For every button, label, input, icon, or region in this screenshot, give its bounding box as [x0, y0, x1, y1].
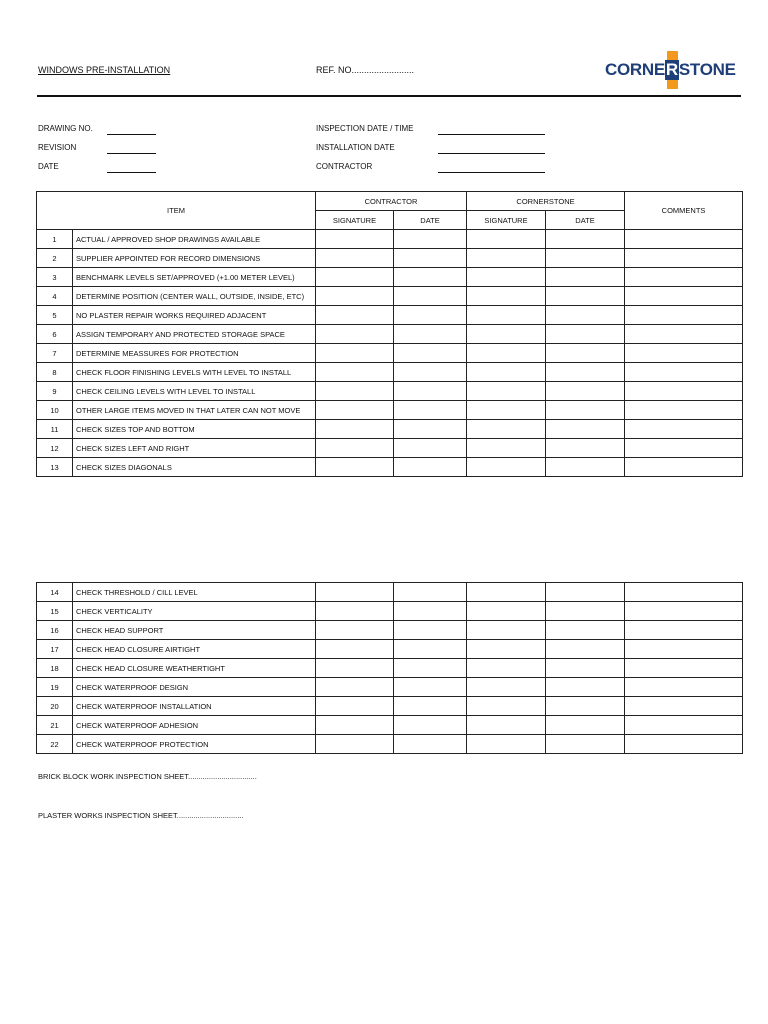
table-body-part2 — [37, 583, 743, 754]
header-divider — [37, 95, 741, 97]
table-row — [37, 735, 743, 754]
cornerstone-date-cell[interactable] — [546, 363, 625, 382]
contractor-date-cell[interactable] — [394, 382, 467, 401]
contractor-signature-cell[interactable] — [316, 420, 394, 439]
comments-cell[interactable] — [625, 697, 743, 716]
row-item: ACTUAL / APPROVED SHOP DRAWINGS AVAILABLE — [73, 230, 316, 249]
cornerstone-date-cell[interactable] — [546, 287, 625, 306]
cornerstone-signature-cell[interactable] — [467, 249, 546, 268]
cornerstone-date-cell[interactable] — [546, 678, 625, 697]
cornerstone-signature-cell[interactable] — [467, 363, 546, 382]
row-number: 14 — [37, 583, 73, 602]
contractor-date-cell[interactable] — [394, 325, 467, 344]
row-number: 1 — [37, 230, 73, 249]
table-row — [37, 363, 743, 382]
cornerstone-date-cell[interactable] — [546, 602, 625, 621]
contractor-date-cell[interactable] — [394, 659, 467, 678]
comments-cell[interactable] — [625, 439, 743, 458]
contractor-header: CONTRACTOR — [316, 192, 467, 211]
cornerstone-signature-cell[interactable] — [467, 401, 546, 420]
table-row — [37, 420, 743, 439]
comments-cell[interactable] — [625, 716, 743, 735]
comments-cell[interactable] — [625, 230, 743, 249]
row-item: CHECK THRESHOLD / CILL LEVEL — [73, 583, 316, 602]
item-header: ITEM — [37, 192, 316, 230]
contractor-signature-cell[interactable] — [316, 735, 394, 754]
contractor-date-cell[interactable] — [394, 420, 467, 439]
contractor-date-cell[interactable] — [394, 287, 467, 306]
cornerstone-date-cell[interactable] — [546, 583, 625, 602]
row-item: SUPPLIER APPOINTED FOR RECORD DIMENSIONS — [73, 249, 316, 268]
cornerstone-date-header: DATE — [546, 211, 625, 230]
logo-wordmark: CORNERSTONE — [605, 60, 736, 79]
cornerstone-signature-cell[interactable] — [467, 268, 546, 287]
table-row — [37, 602, 743, 621]
contractor-signature-cell[interactable] — [316, 583, 394, 602]
table-row — [37, 458, 743, 477]
row-number: 16 — [37, 621, 73, 640]
cornerstone-logo — [605, 51, 739, 89]
row-number: 2 — [37, 249, 73, 268]
cornerstone-date-cell[interactable] — [546, 697, 625, 716]
contractor-date-cell[interactable] — [394, 735, 467, 754]
contractor-date-cell[interactable] — [394, 249, 467, 268]
installation-date-field[interactable] — [438, 153, 545, 154]
contractor-signature-cell[interactable] — [316, 716, 394, 735]
inspection-table-part2 — [36, 582, 743, 754]
cornerstone-date-cell[interactable] — [546, 382, 625, 401]
table-row — [37, 659, 743, 678]
row-number: 8 — [37, 363, 73, 382]
cornerstone-signature-cell[interactable] — [467, 230, 546, 249]
contractor-signature-cell[interactable] — [316, 640, 394, 659]
row-number: 13 — [37, 458, 73, 477]
cornerstone-date-cell[interactable] — [546, 306, 625, 325]
row-number: 20 — [37, 697, 73, 716]
inspection-date-label: INSPECTION DATE / TIME — [316, 124, 414, 133]
cornerstone-signature-cell[interactable] — [467, 678, 546, 697]
contractor-date-cell[interactable] — [394, 697, 467, 716]
row-item: CHECK WATERPROOF PROTECTION — [73, 735, 316, 754]
comments-cell[interactable] — [625, 420, 743, 439]
brick-block-sheet-ref: BRICK BLOCK WORK INSPECTION SHEET................................. — [38, 772, 257, 781]
table-row — [37, 306, 743, 325]
table-row — [37, 401, 743, 420]
comments-cell[interactable] — [625, 678, 743, 697]
contractor-signature-cell[interactable] — [316, 697, 394, 716]
table-row — [37, 678, 743, 697]
row-number: 11 — [37, 420, 73, 439]
table-row — [37, 716, 743, 735]
table-row — [37, 249, 743, 268]
row-item: CHECK WATERPROOF ADHESION — [73, 716, 316, 735]
cornerstone-signature-cell[interactable] — [467, 716, 546, 735]
row-number: 7 — [37, 344, 73, 363]
table-row — [37, 268, 743, 287]
contractor-signature-cell[interactable] — [316, 363, 394, 382]
table-row — [37, 344, 743, 363]
comments-cell[interactable] — [625, 640, 743, 659]
contractor-signature-cell[interactable] — [316, 678, 394, 697]
comments-cell[interactable] — [625, 325, 743, 344]
comments-cell[interactable] — [625, 363, 743, 382]
cornerstone-signature-cell[interactable] — [467, 287, 546, 306]
row-item: CHECK HEAD CLOSURE AIRTIGHT — [73, 640, 316, 659]
table-row — [37, 325, 743, 344]
contractor-signature-cell[interactable] — [316, 602, 394, 621]
contractor-date-cell[interactable] — [394, 602, 467, 621]
cornerstone-date-cell[interactable] — [546, 458, 625, 477]
contractor-date-cell[interactable] — [394, 621, 467, 640]
row-number: 5 — [37, 306, 73, 325]
cornerstone-signature-cell[interactable] — [467, 306, 546, 325]
contractor-signature-cell[interactable] — [316, 249, 394, 268]
contractor-signature-cell[interactable] — [316, 325, 394, 344]
cornerstone-date-cell[interactable] — [546, 230, 625, 249]
row-item: CHECK HEAD CLOSURE WEATHERTIGHT — [73, 659, 316, 678]
contractor-date-cell[interactable] — [394, 306, 467, 325]
plaster-works-sheet-ref: PLASTER WORKS INSPECTION SHEET................................ — [38, 811, 244, 820]
comments-header: COMMENTS — [625, 192, 743, 230]
contractor-date-cell[interactable] — [394, 230, 467, 249]
cornerstone-signature-header: SIGNATURE — [467, 211, 546, 230]
contractor-date-header: DATE — [394, 211, 467, 230]
inspection-date-field[interactable] — [438, 134, 545, 135]
row-item: CHECK HEAD SUPPORT — [73, 621, 316, 640]
cornerstone-signature-cell[interactable] — [467, 439, 546, 458]
form-title: WINDOWS PRE-INSTALLATION — [38, 65, 171, 75]
contractor-field[interactable] — [438, 172, 545, 173]
row-item: CHECK SIZES LEFT AND RIGHT — [73, 439, 316, 458]
table-body-part1 — [37, 230, 743, 477]
table-row — [37, 230, 743, 249]
row-number: 10 — [37, 401, 73, 420]
row-item: CHECK WATERPROOF DESIGN — [73, 678, 316, 697]
table-row — [37, 583, 743, 602]
cornerstone-signature-cell[interactable] — [467, 659, 546, 678]
cornerstone-signature-cell[interactable] — [467, 621, 546, 640]
cornerstone-signature-cell[interactable] — [467, 735, 546, 754]
comments-cell[interactable] — [625, 344, 743, 363]
comments-cell[interactable] — [625, 583, 743, 602]
contractor-signature-cell[interactable] — [316, 382, 394, 401]
contractor-signature-header: SIGNATURE — [316, 211, 394, 230]
row-item: ASSIGN TEMPORARY AND PROTECTED STORAGE SPACE — [73, 325, 316, 344]
contractor-signature-cell[interactable] — [316, 230, 394, 249]
row-number: 19 — [37, 678, 73, 697]
cornerstone-signature-cell[interactable] — [467, 325, 546, 344]
contractor-date-cell[interactable] — [394, 640, 467, 659]
row-number: 6 — [37, 325, 73, 344]
contractor-signature-cell[interactable] — [316, 306, 394, 325]
row-item: NO PLASTER REPAIR WORKS REQUIRED ADJACENT — [73, 306, 316, 325]
comments-cell[interactable] — [625, 249, 743, 268]
cornerstone-date-cell[interactable] — [546, 268, 625, 287]
cornerstone-date-cell[interactable] — [546, 325, 625, 344]
cornerstone-signature-cell[interactable] — [467, 602, 546, 621]
contractor-signature-cell[interactable] — [316, 621, 394, 640]
cornerstone-signature-cell[interactable] — [467, 382, 546, 401]
contractor-signature-cell[interactable] — [316, 401, 394, 420]
cornerstone-date-cell[interactable] — [546, 344, 625, 363]
contractor-date-cell[interactable] — [394, 401, 467, 420]
cornerstone-date-cell[interactable] — [546, 420, 625, 439]
comments-cell[interactable] — [625, 287, 743, 306]
cornerstone-date-cell[interactable] — [546, 735, 625, 754]
comments-cell[interactable] — [625, 306, 743, 325]
row-item: CHECK SIZES TOP AND BOTTOM — [73, 420, 316, 439]
contractor-signature-cell[interactable] — [316, 287, 394, 306]
comments-cell[interactable] — [625, 735, 743, 754]
comments-cell[interactable] — [625, 602, 743, 621]
contractor-date-cell[interactable] — [394, 344, 467, 363]
row-number: 18 — [37, 659, 73, 678]
contractor-date-cell[interactable] — [394, 678, 467, 697]
cornerstone-date-cell[interactable] — [546, 401, 625, 420]
drawing-no-label: DRAWING NO. — [38, 124, 93, 133]
cornerstone-date-cell[interactable] — [546, 249, 625, 268]
comments-cell[interactable] — [625, 458, 743, 477]
table-row — [37, 621, 743, 640]
drawing-no-field[interactable] — [107, 134, 156, 135]
row-item: DETERMINE MEASSURES FOR PROTECTION — [73, 344, 316, 363]
cornerstone-header: CORNERSTONE — [467, 192, 625, 211]
comments-cell[interactable] — [625, 268, 743, 287]
date-field[interactable] — [107, 172, 156, 173]
row-number: 15 — [37, 602, 73, 621]
table-row — [37, 287, 743, 306]
revision-field[interactable] — [107, 153, 156, 154]
installation-date-label: INSTALLATION DATE — [316, 143, 395, 152]
row-item: CHECK SIZES DIAGONALS — [73, 458, 316, 477]
row-number: 4 — [37, 287, 73, 306]
comments-cell[interactable] — [625, 401, 743, 420]
comments-cell[interactable] — [625, 659, 743, 678]
contractor-label: CONTRACTOR — [316, 162, 373, 171]
contractor-date-cell[interactable] — [394, 583, 467, 602]
row-number: 9 — [37, 382, 73, 401]
table-row — [37, 439, 743, 458]
cornerstone-signature-cell[interactable] — [467, 583, 546, 602]
contractor-date-cell[interactable] — [394, 439, 467, 458]
comments-cell[interactable] — [625, 621, 743, 640]
cornerstone-signature-cell[interactable] — [467, 458, 546, 477]
row-item: CHECK CEILING LEVELS WITH LEVEL TO INSTALL — [73, 382, 316, 401]
row-number: 21 — [37, 716, 73, 735]
row-item: BENCHMARK LEVELS SET/APPROVED (+1.00 METER LEVEL) — [73, 268, 316, 287]
contractor-signature-cell[interactable] — [316, 659, 394, 678]
contractor-signature-cell[interactable] — [316, 439, 394, 458]
contractor-date-cell[interactable] — [394, 458, 467, 477]
row-item: CHECK FLOOR FINISHING LEVELS WITH LEVEL TO INSTALL — [73, 363, 316, 382]
cornerstone-date-cell[interactable] — [546, 621, 625, 640]
contractor-signature-cell[interactable] — [316, 268, 394, 287]
row-item: CHECK WATERPROOF INSTALLATION — [73, 697, 316, 716]
table-row — [37, 697, 743, 716]
revision-label: REVISION — [38, 143, 77, 152]
cornerstone-signature-cell[interactable] — [467, 697, 546, 716]
row-item: CHECK VERTICALITY — [73, 602, 316, 621]
cornerstone-signature-cell[interactable] — [467, 420, 546, 439]
contractor-signature-cell[interactable] — [316, 344, 394, 363]
row-item: DETERMINE POSITION (CENTER WALL, OUTSIDE, INSIDE, ETC) — [73, 287, 316, 306]
ref-no: REF. NO......................... — [316, 65, 415, 75]
contractor-date-cell[interactable] — [394, 716, 467, 735]
row-number: 22 — [37, 735, 73, 754]
contractor-date-cell[interactable] — [394, 268, 467, 287]
date-label: DATE — [38, 162, 59, 171]
row-item: OTHER LARGE ITEMS MOVED IN THAT LATER CAN NOT MOVE — [73, 401, 316, 420]
inspection-table-part1 — [36, 191, 743, 477]
cornerstone-date-cell[interactable] — [546, 439, 625, 458]
row-number: 12 — [37, 439, 73, 458]
table-row — [37, 640, 743, 659]
contractor-signature-cell[interactable] — [316, 458, 394, 477]
cornerstone-date-cell[interactable] — [546, 640, 625, 659]
comments-cell[interactable] — [625, 382, 743, 401]
table-row — [37, 382, 743, 401]
row-number: 3 — [37, 268, 73, 287]
cornerstone-signature-cell[interactable] — [467, 640, 546, 659]
row-number: 17 — [37, 640, 73, 659]
cornerstone-signature-cell[interactable] — [467, 344, 546, 363]
contractor-date-cell[interactable] — [394, 363, 467, 382]
cornerstone-date-cell[interactable] — [546, 659, 625, 678]
cornerstone-date-cell[interactable] — [546, 716, 625, 735]
